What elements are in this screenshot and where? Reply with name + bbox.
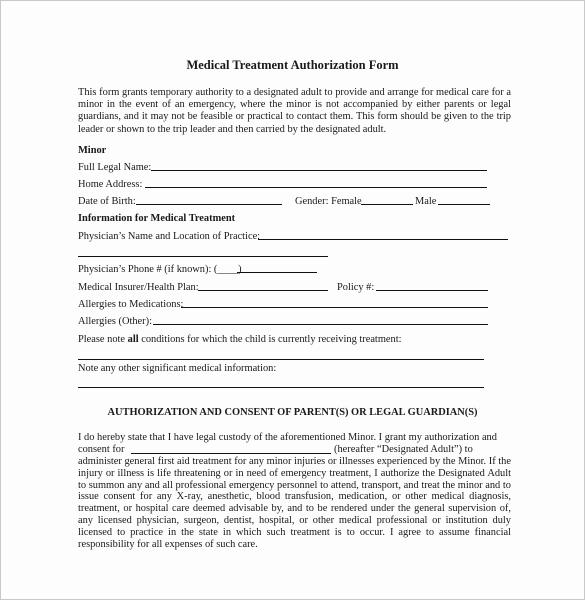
form-title: Medical Treatment Authorization Form [186, 58, 399, 72]
physician-field[interactable] [258, 239, 508, 240]
designated-adult-field[interactable] [131, 453, 331, 454]
gender-male-field[interactable] [438, 204, 490, 205]
medical-insurer-label: Medical Insurer/Health Plan: [78, 282, 199, 293]
policy-label: Policy #: [337, 282, 375, 293]
full-legal-name-label: Full Legal Name: [78, 162, 152, 173]
conditions-label-bold: all [127, 334, 139, 345]
physician-phone-label: Physician’s Phone # (if known): (____) [78, 264, 242, 275]
gender-female-field[interactable] [361, 204, 413, 205]
home-address-label: Home Address: [78, 179, 143, 190]
date-of-birth-label: Date of Birth: [78, 196, 136, 207]
allergies-medications-label: Allergies to Medications: [78, 299, 184, 310]
physician-label: Physician’s Name and Location of Practice: [78, 231, 261, 242]
allergies-other-label: Allergies (Other): [78, 316, 152, 327]
other-medical-info-field[interactable] [78, 387, 484, 388]
gender-male-label: Male [415, 196, 437, 207]
medical-treatment-heading: Information for Medical Treatment [78, 213, 236, 224]
consent-line-2-post: (hereafter “Designated Adult”) to [334, 444, 473, 455]
minor-heading: Minor [78, 145, 107, 156]
policy-field[interactable] [376, 290, 488, 291]
intro-paragraph: This form grants temporary authority to a designated adult to provide and arrange for medical care for a minor in the event of an emergency, where the minor is not accompanied by either parents or legal guardians, and it may not be feasible or practical to contact them. This form should be given to the trip leader or shown to the trip leader and then carried by the designated adult. [78, 87, 511, 135]
physician-phone-field[interactable] [237, 272, 317, 273]
date-of-birth-field[interactable] [136, 204, 282, 205]
conditions-label-post: conditions for which the child is currently receiving treatment: [138, 334, 402, 345]
home-address-field[interactable] [145, 187, 487, 188]
gender-female-label: Gender: Female [295, 196, 362, 207]
other-medical-info-label: Note any other significant medical information: [78, 363, 277, 374]
physician-field-line-2[interactable] [78, 256, 328, 257]
consent-body: administer general first aid treatment for any minor injuries or illnesses experienced by the Minor. If the injury or illness is life threatening or in need of emergency treatment, I authorize the Designated Adult to summon any and all professional emergency personnel to attend, transport, and treat the minor and to issue consent for any X-ray, anesthetic, blood transfusion, medication, or other medical diagnosis, treatment, or hospital care deemed advisable by, and to be rendered under the general supervision of, any licensed physician, surgeon, dentist, hospital, or other medical professional or institution duly licensed to practice in the state in which such treatment is to occur. I agree to assume financial responsibility for all expenses of such care. [78, 456, 511, 550]
consent-line-2-pre: consent for [78, 444, 125, 455]
authorization-consent-heading: AUTHORIZATION AND CONSENT OF PARENT(S) OR LEGAL GUARDIAN(S) [107, 407, 478, 418]
consent-line-1: I do hereby state that I have legal custody of the aforementioned Minor. I grant my authorization and [78, 432, 497, 443]
conditions-label-pre: Please note [78, 334, 128, 345]
conditions-label [78, 334, 402, 345]
allergies-medications-field[interactable] [181, 307, 488, 308]
full-legal-name-field[interactable] [151, 170, 487, 171]
conditions-field[interactable] [78, 359, 484, 360]
allergies-other-field[interactable] [153, 324, 488, 325]
medical-insurer-field[interactable] [198, 290, 328, 291]
